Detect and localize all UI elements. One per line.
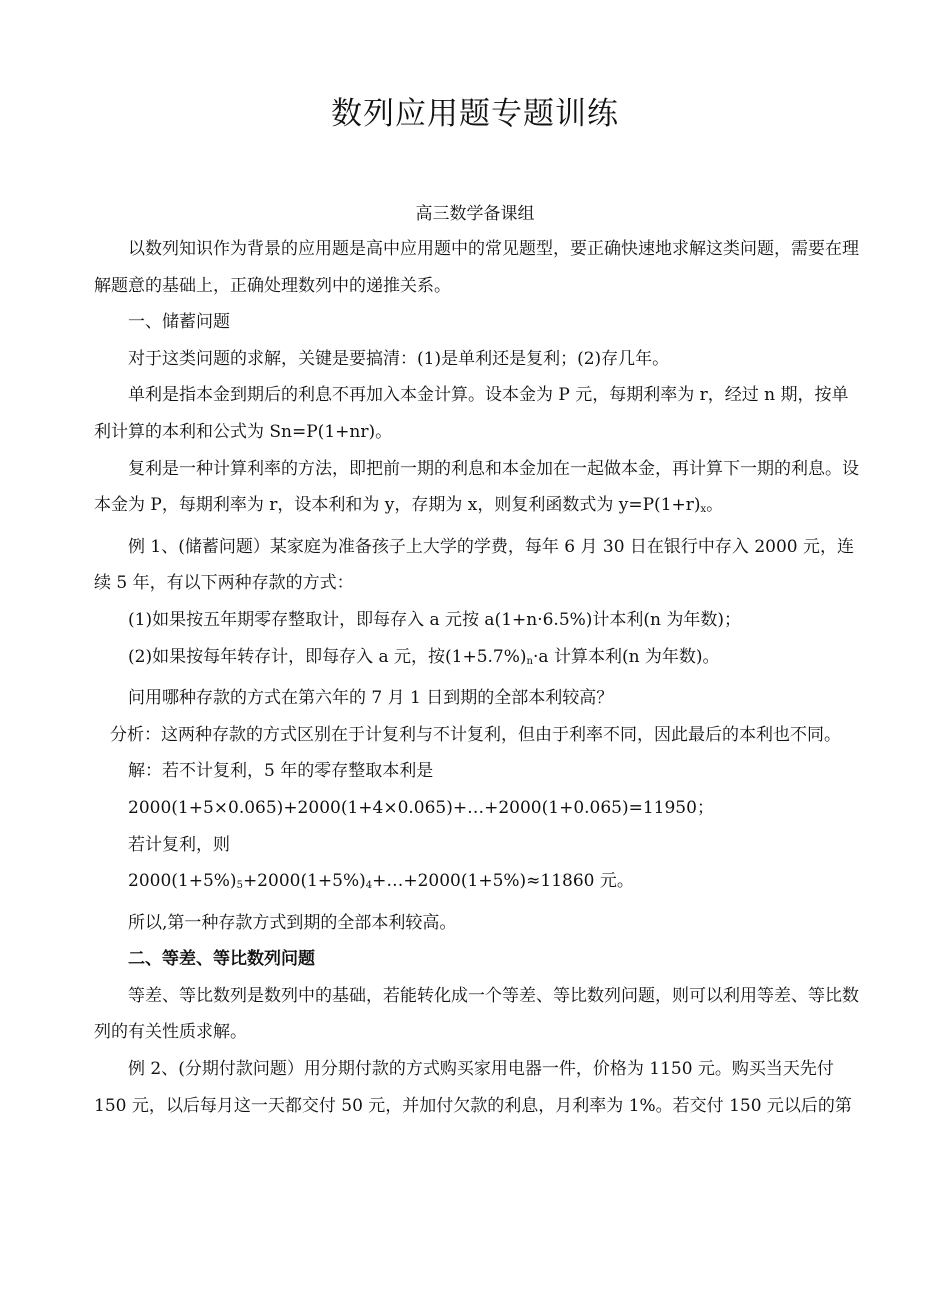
analysis-paragraph: 分析：这两种存款的方式区别在于计复利与不计复利，但由于利率不同，因此最后的本利也不同。 xyxy=(110,724,841,745)
paragraph: 单利是指本金到期后的利息不再加入本金计算。设本金为 P 元，每期利率为 r，经过 n 期，按单利计算的本利和公式为 Sn=P(1+nr)。 xyxy=(94,385,849,442)
example-1-option-1: (1)如果按五年期零存整取计，即每存入 a 元按 a(1+n·6.5%)计本利(n 为年数)； xyxy=(128,609,742,630)
example-1-option-2 xyxy=(94,639,862,681)
page-title: 数列应用题专题训练 xyxy=(331,96,619,132)
conclusion-paragraph: 所以,第一种存款方式到期的全部本利较高。 xyxy=(128,912,457,933)
equation-text: +…+2000(1+5%)≈11860 元。 xyxy=(372,871,634,892)
solution-line: 若计复利，则 xyxy=(128,834,230,855)
example-2: 例 2、(分期付款问题）用分期付款的方式购买家用电器一件，价格为 1150 元。购买当天先付 150 元，以后每月这一天都交付 50 元，并加付欠款的利息，月利率为 1%。若交付 150 元以后的第 xyxy=(94,1059,852,1116)
exponent: 5 xyxy=(236,880,243,892)
example-1-question: 问用哪种存款的方式在第六年的 7 月 1 日到期的全部本利较高？ xyxy=(128,688,614,709)
exponent: x xyxy=(700,504,707,516)
exponent: n xyxy=(526,655,533,667)
exponent: 4 xyxy=(365,880,373,892)
solution-line: 解：若不计复利，5 年的零存整取本利是 xyxy=(128,761,434,782)
equation-text: +2000(1+5%) xyxy=(242,871,366,892)
paragraph: 等差、等比数列是数列中的基础，若能转化成一个等差、等比数列问题，则可以利用等差、等比数列的有关性质求解。 xyxy=(94,985,859,1043)
solution-equation: 2000(1+5×0.065)+2000(1+4×0.065)+…+2000(1+0.065)=11950； xyxy=(128,797,714,818)
section-heading-savings: 一、储蓄问题 xyxy=(128,312,230,333)
equation-text: 2000(1+5%) xyxy=(128,871,237,892)
paragraph-text: 复利是一种计算利率的方法，即把前一期的利息和本金加在一起做本金，再计算下一期的利息。设本金为 P，每期利率为 r，设本利和为 y，存期为 x，则复利函数式为 y=P(1+r) xyxy=(94,458,859,516)
section-heading-sequences: 二、等差、等比数列问题 xyxy=(128,949,315,970)
paragraph-text: ·a 计算本利(n 为年数)。 xyxy=(533,646,720,667)
paragraph xyxy=(94,451,862,529)
intro-paragraph: 以数列知识作为背景的应用题是高中应用题中的常见题型，要正确快速地求解这类问题，需要在理解题意的基础上，正确处理数列中的递推关系。 xyxy=(94,239,859,296)
solution-equation xyxy=(94,863,862,905)
example-1: 例 1、(储蓄问题）某家庭为准备孩子上大学的学费，每年 6 月 30 日在银行中存入 2000 元，连续 5 年，有以下两种存款的方式： xyxy=(94,536,854,594)
document-body xyxy=(94,231,862,1124)
paragraph-text: (2)如果按每年转存计，即每存入 a 元，按(1+5.7%) xyxy=(128,646,527,667)
author-line: 高三数学备课组 xyxy=(415,204,535,224)
paragraph: 对于这类问题的求解，关键是要搞清：(1)是单利还是复利；(2)存几年。 xyxy=(128,348,670,369)
paragraph-text: 。 xyxy=(706,495,724,516)
